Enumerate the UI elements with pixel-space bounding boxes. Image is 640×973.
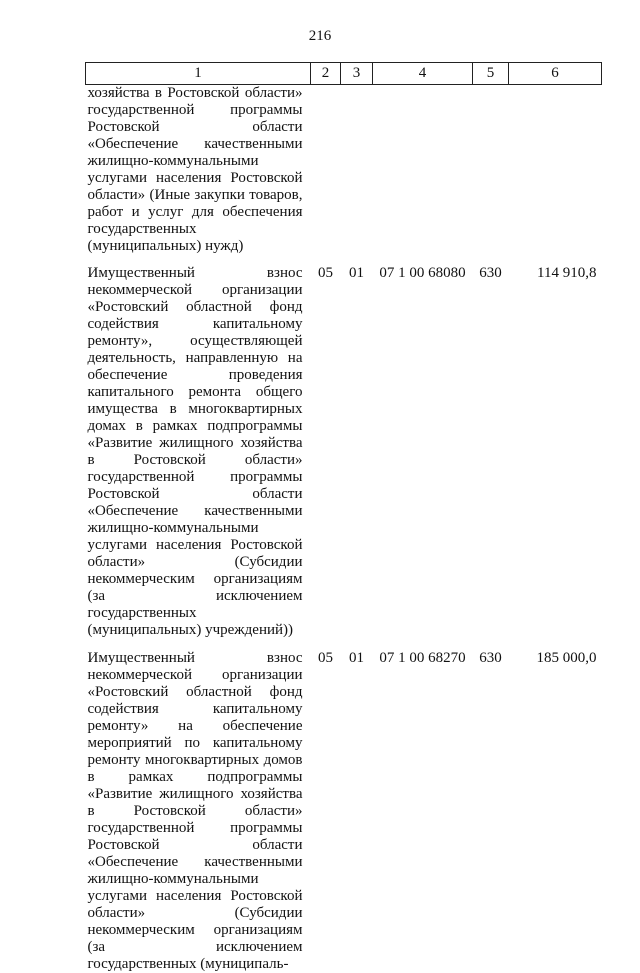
row-target-article: 07 1 00 68270 — [379, 650, 466, 666]
row-amount: 114 910,8 — [537, 265, 597, 281]
header-col-6: 6 — [509, 63, 602, 85]
header-col-3: 3 — [341, 63, 373, 85]
header-col-5: 5 — [473, 63, 509, 85]
row-amount — [509, 85, 602, 264]
header-col-4: 4 — [373, 63, 473, 85]
row-subsection: 01 — [349, 650, 364, 666]
table-header-row — [86, 63, 602, 85]
page-number: 216 — [308, 28, 332, 44]
row-target-article: 07 1 00 68080 — [379, 265, 466, 281]
row-expense-type: 630 — [479, 650, 502, 666]
table-row — [86, 648, 602, 973]
row-subsection — [341, 85, 373, 264]
row-description: Имущественный взнос некоммерческой организации «Ростовский областной фонд содействия капитальному ремонту», осуществляющей деятельность, направленную на обеспечение проведения капитального ремонта общего имущества в многоквартирных домах в рамках подпрограммы «Развитие жилищного хозяйства в Ростовской области» государственной программы Ростовской области «Обеспечение качественными жилищно-коммунальными услугами населения Ростовской области» (Субсидии некоммерческим организациям (за исключением государственных (муниципальных) учреждений)) — [87, 265, 303, 638]
budget-table — [85, 62, 602, 973]
row-subsection: 01 — [349, 265, 364, 281]
row-expense-type: 630 — [479, 265, 502, 281]
row-expense-type — [473, 85, 509, 264]
row-description: Имущественный взнос некоммерческой организации «Ростовский областной фонд содействия капитальному ремонту» на обеспечение мероприятий по капитальному ремонту многоквартирных домов в рамках подпрограммы «Развитие жилищного хозяйства в Ростовской области» государственной программы Ростовской области «Обеспечение качественными жилищно-коммунальными услугами населения Ростовской области» (Субсидии некоммерческим организациям (за исключением государственных (муниципаль- — [87, 650, 303, 972]
row-section: 05 — [318, 650, 333, 666]
table-row — [86, 85, 602, 264]
row-amount: 185 000,0 — [536, 650, 597, 666]
row-section: 05 — [318, 265, 333, 281]
header-col-1: 1 — [86, 63, 311, 85]
table-row — [86, 263, 602, 648]
header-col-2: 2 — [311, 63, 341, 85]
row-target-article — [373, 85, 473, 264]
row-description: хозяйства в Ростовской области» государственной программы Ростовской области «Обеспечение качественными жилищно-коммунальными услугами населения Ростовской области» (Иные закупки товаров, работ и услуг для обеспечения государственных (муниципальных) нужд) — [87, 85, 303, 254]
row-section — [311, 85, 341, 264]
